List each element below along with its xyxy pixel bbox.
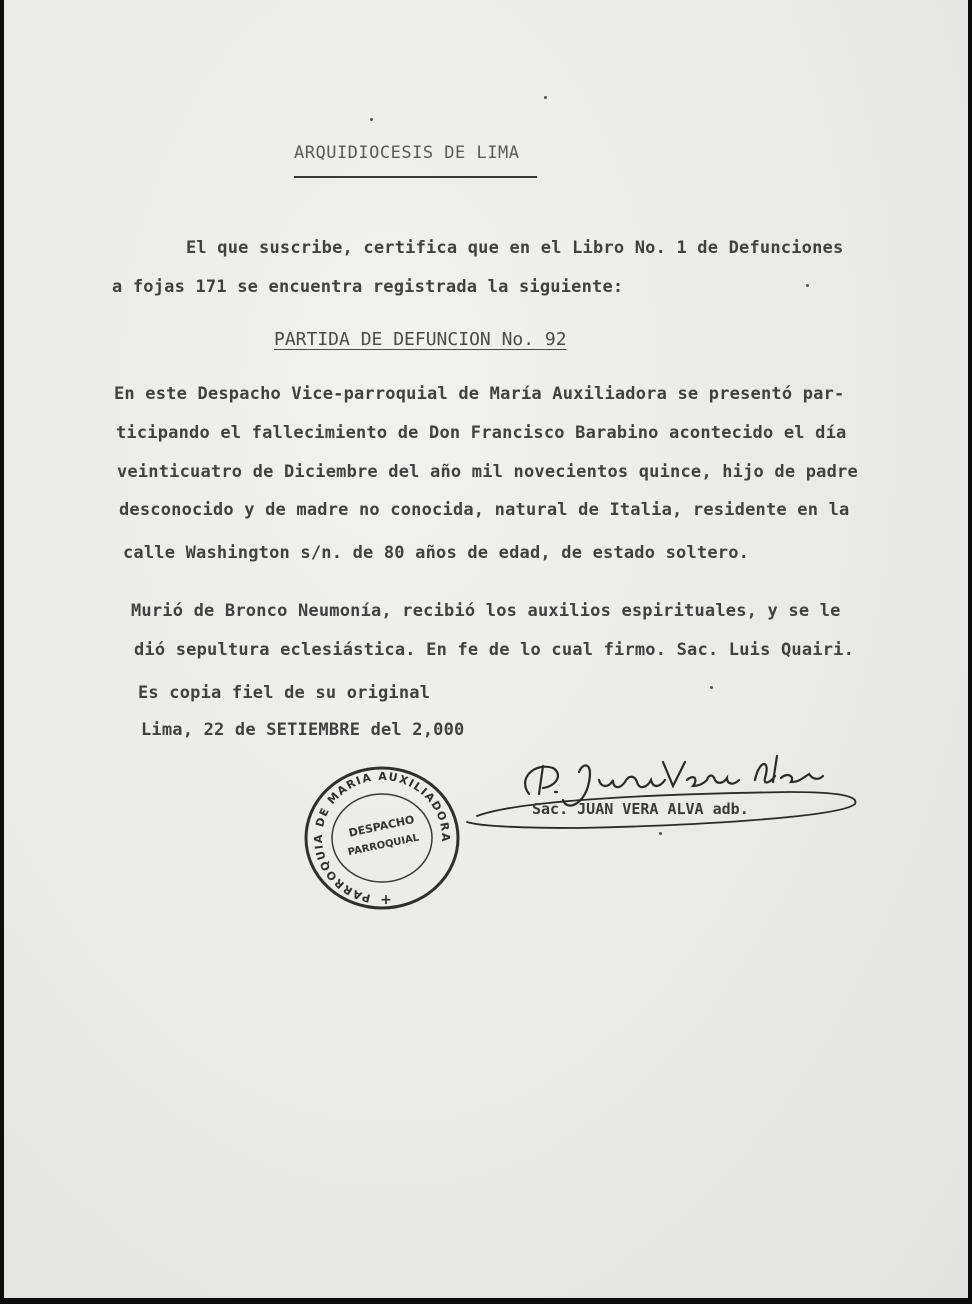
svg-text:PARROQUIA DE MARIA AUXILIADORA <box>312 770 452 905</box>
paper-speck <box>370 118 373 121</box>
record-heading: PARTIDA DE DEFUNCION No. 92 <box>274 329 567 350</box>
document-page <box>4 0 968 1298</box>
parish-stamp <box>302 764 462 914</box>
handwritten-signature <box>459 742 879 852</box>
stamp-center-line-2: PARROQUIAL <box>346 832 421 859</box>
paper-speck <box>659 832 662 835</box>
stamp-center-line-1: DESPACHO <box>347 813 416 840</box>
body-line-5: calle Washington s/n. de 80 años de edad, de estado soltero. <box>123 543 750 563</box>
title-underline <box>294 176 537 178</box>
date-line: Lima, 22 de SETIEMBRE del 2,000 <box>141 720 465 740</box>
body-line-3: veinticuatro de Diciembre del año mil novecientos quince, hijo de padre <box>117 462 858 482</box>
body-line-4: desconocido y de madre no conocida, natural de Italia, residente en la <box>119 500 850 520</box>
closing-line-1: Murió de Bronco Neumonía, recibió los auxilios espirituales, y se le <box>131 601 841 621</box>
paper-speck <box>710 686 713 689</box>
paper-speck <box>544 96 547 99</box>
signatory-name: Sac. JUAN VERA ALVA adb. <box>532 800 749 818</box>
paper-speck <box>806 284 809 287</box>
closing-line-3: Es copia fiel de su original <box>138 683 431 703</box>
intro-line-1: El que suscribe, certifica que en el Libro No. 1 de Defunciones <box>186 238 844 258</box>
closing-line-2: dió sepultura eclesiástica. En fe de lo cual firmo. Sac. Luis Quairi. <box>134 640 855 660</box>
stamp-cross-icon: + <box>380 892 392 908</box>
body-line-2: ticipando el fallecimiento de Don Francisco Barabino acontecido el día <box>116 423 847 443</box>
body-line-1: En este Despacho Vice-parroquial de María Auxiliadora se presentó par- <box>114 384 845 404</box>
stamp-ring-text: PARROQUIA DE MARIA AUXILIADORA <box>312 769 453 905</box>
document-title: ARQUIDIOCESIS DE LIMA <box>294 143 520 163</box>
intro-line-2: a fojas 171 se encuentra registrada la siguiente: <box>112 277 624 297</box>
